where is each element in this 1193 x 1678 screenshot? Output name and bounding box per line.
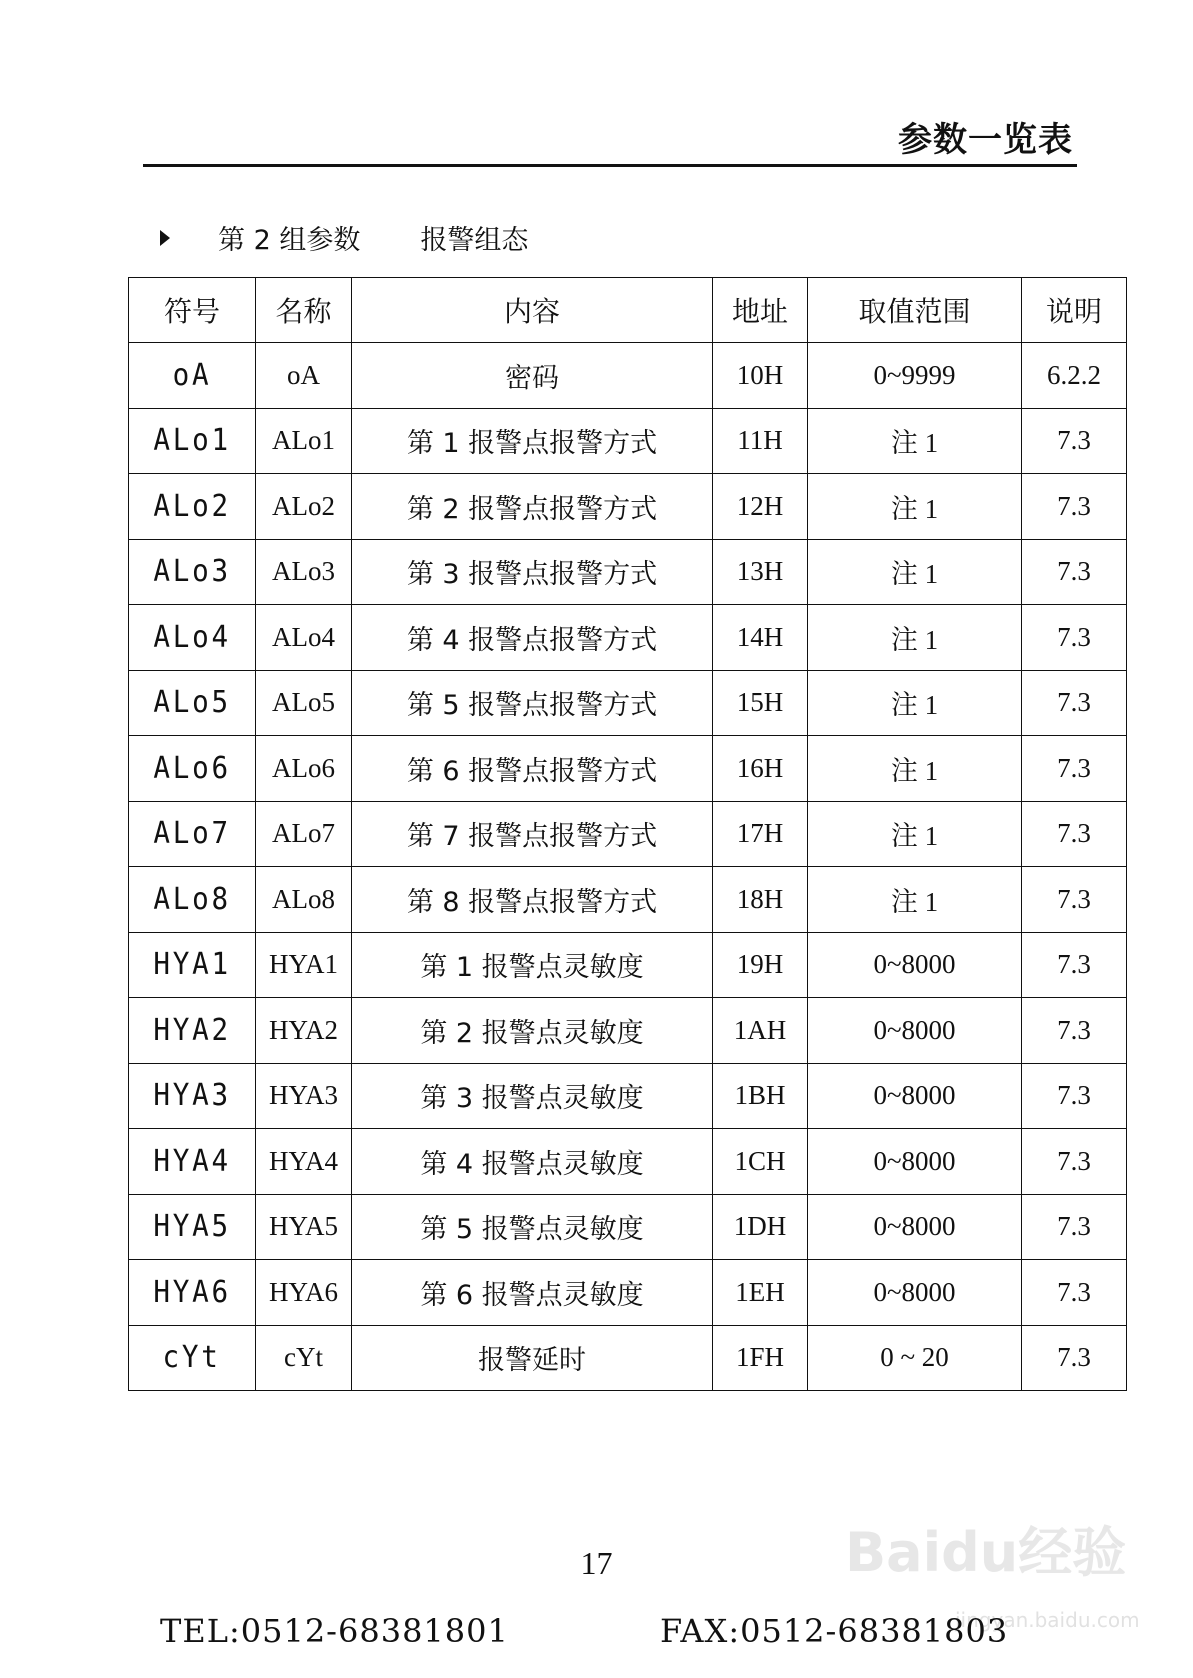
address-cell-text: 13H [736,556,784,587]
content-cell-text: 第 5 报警点灵敏度 [420,1214,644,1246]
range-cell [808,801,1022,867]
address-cell-text: 1AH [733,1014,787,1045]
note-cell [1022,1260,1127,1326]
address-cell [713,736,808,802]
note-cell [1022,670,1127,736]
range-cell-text: 0~9999 [873,359,956,390]
content-cell [352,932,713,998]
range-cell [808,1194,1022,1260]
content-cell-text: 第 5 报警点报警方式 [406,690,658,722]
name-cell [256,408,352,474]
symbol-cell-text: ALo5 [153,685,231,721]
table-row [129,539,1127,605]
column-header: 符号 [129,278,256,343]
watermark-url: jingyan.baidu.com [955,1608,1140,1632]
header-divider [143,164,1077,167]
table-row [129,1325,1127,1391]
address-cell-text: 17H [736,818,784,849]
table-row [129,474,1127,540]
content-cell [352,1260,713,1326]
symbol-cell [129,867,256,933]
range-cell-text: 0 ~ 20 [880,1342,949,1373]
content-cell-text: 第 2 报警点报警方式 [406,493,658,525]
note-cell [1022,1063,1127,1129]
name-cell [256,1194,352,1260]
section-subtitle: 报警组态 [420,225,529,256]
name-cell-text: HYA5 [268,1211,338,1242]
content-cell-text: 第 1 报警点灵敏度 [420,952,644,984]
name-cell-text: ALo5 [272,687,335,718]
range-cell-text: 注 1 [890,624,939,655]
content-cell-text: 第 2 报警点灵敏度 [420,1017,644,1049]
range-cell-text: 注 1 [890,886,939,917]
range-cell-text: 注 1 [890,690,939,721]
range-cell [808,932,1022,998]
symbol-cell [129,343,256,409]
range-cell [808,998,1022,1064]
bullet-arrow-icon [160,230,170,246]
name-cell-text: ALo3 [272,556,335,587]
address-cell-text: 1FH [735,1342,784,1373]
name-cell-text: ALo1 [272,425,335,456]
watermark-brand: Baidu经验 [845,1521,1127,1584]
content-cell-text: 第 6 报警点报警方式 [406,755,658,787]
symbol-cell-text: ALo1 [153,423,231,459]
note-cell [1022,474,1127,540]
note-cell-text: 7.3 [1057,1145,1091,1176]
address-cell-text: 1CH [734,1145,786,1176]
symbol-cell [129,474,256,540]
range-cell-text: 注 1 [890,821,939,852]
name-cell [256,1325,352,1391]
content-cell-text: 第 3 报警点报警方式 [406,559,658,591]
name-cell-text: cYt [284,1342,323,1373]
symbol-cell [129,998,256,1064]
content-cell [352,801,713,867]
note-cell [1022,736,1127,802]
name-cell-text: HYA4 [268,1145,338,1176]
content-cell-text: 第 1 报警点报警方式 [406,428,658,460]
address-cell-text: 1DH [733,1211,787,1242]
table-row [129,801,1127,867]
symbol-cell-text: ALo2 [153,488,231,524]
name-cell-text: ALo2 [272,490,335,521]
content-cell-text: 第 8 报警点报警方式 [406,886,658,918]
note-cell [1022,998,1127,1064]
address-cell [713,539,808,605]
range-cell-text: 0~8000 [873,1211,956,1242]
range-cell-text: 注 1 [890,493,939,524]
range-cell [808,1325,1022,1391]
range-cell [808,736,1022,802]
table-row [129,1129,1127,1195]
content-cell-text: 第 3 报警点灵敏度 [420,1083,644,1115]
content-cell-text: 第 4 报警点灵敏度 [420,1148,644,1180]
table-row [129,605,1127,671]
address-cell [713,1194,808,1260]
note-cell-text: 6.2.2 [1047,359,1101,390]
table-row [129,408,1127,474]
symbol-cell-text: ALo8 [153,881,231,917]
content-cell [352,605,713,671]
fax-text: FAX:0512-68381803 [660,1612,1009,1650]
name-cell-text: ALo8 [272,883,335,914]
symbol-cell [129,932,256,998]
note-cell-text: 7.3 [1057,949,1091,980]
symbol-cell [129,539,256,605]
name-cell [256,670,352,736]
symbol-cell [129,1194,256,1260]
symbol-cell-text: ALo7 [153,816,231,852]
symbol-cell [129,1325,256,1391]
name-cell [256,343,352,409]
range-cell-text: 0~8000 [873,1080,956,1111]
address-cell [713,670,808,736]
table-row [129,736,1127,802]
note-cell-text: 7.3 [1057,1080,1091,1111]
note-cell-text: 7.3 [1057,752,1091,783]
name-cell-text: ALo4 [272,621,335,652]
note-cell [1022,801,1127,867]
symbol-cell [129,408,256,474]
note-cell-text: 7.3 [1057,621,1091,652]
range-cell [808,1260,1022,1326]
symbol-cell-text: ALo6 [153,750,231,786]
address-cell-text: 1EH [735,1276,785,1307]
note-cell-text: 7.3 [1057,425,1091,456]
note-cell [1022,1325,1127,1391]
note-cell-text: 7.3 [1057,883,1091,914]
symbol-cell-text: HYA5 [153,1209,231,1245]
address-cell-text: 18H [736,883,784,914]
content-cell [352,1129,713,1195]
address-cell [713,343,808,409]
content-cell [352,736,713,802]
range-cell [808,539,1022,605]
symbol-cell-text: HYA2 [153,1012,231,1048]
address-cell [713,1325,808,1391]
content-cell [352,539,713,605]
name-cell [256,932,352,998]
note-cell-text: 7.3 [1057,1014,1091,1045]
column-header: 说明 [1022,278,1127,343]
range-cell [808,474,1022,540]
note-cell [1022,539,1127,605]
table-row [129,343,1127,409]
address-cell [713,1063,808,1129]
note-cell [1022,343,1127,409]
address-cell [713,998,808,1064]
symbol-cell-text: ALo3 [153,554,231,590]
content-cell [352,867,713,933]
column-header: 名称 [256,278,352,343]
note-cell [1022,605,1127,671]
name-cell-text: HYA2 [268,1014,338,1045]
note-cell-text: 7.3 [1057,1276,1091,1307]
note-cell-text: 7.3 [1057,556,1091,587]
content-cell-text: 第 4 报警点报警方式 [406,624,658,656]
address-cell-text: 10H [736,359,784,390]
address-cell-text: 11H [737,425,783,456]
name-cell [256,1129,352,1195]
name-cell [256,736,352,802]
address-cell-text: 19H [736,949,784,980]
page-title: 参数一览表 [898,120,1073,160]
address-cell-text: 12H [736,490,784,521]
symbol-cell [129,736,256,802]
note-cell [1022,932,1127,998]
content-cell-text: 第 6 报警点灵敏度 [420,1279,644,1311]
content-cell-text: 第 7 报警点报警方式 [406,821,658,853]
symbol-cell-text: HYA3 [153,1078,231,1114]
symbol-cell-text: oA [172,357,212,393]
note-cell [1022,1194,1127,1260]
name-cell [256,1260,352,1326]
note-cell [1022,408,1127,474]
address-cell-text: 14H [736,621,784,652]
address-cell [713,1129,808,1195]
content-cell [352,1194,713,1260]
content-cell [352,1063,713,1129]
table-body [129,343,1127,1391]
content-cell [352,343,713,409]
address-cell [713,801,808,867]
table-row [129,670,1127,736]
section-title: 第 2 组参数 [218,225,361,256]
content-cell [352,1325,713,1391]
range-cell [808,343,1022,409]
address-cell [713,1260,808,1326]
address-cell [713,605,808,671]
note-cell-text: 7.3 [1057,1211,1091,1242]
symbol-cell-text: HYA4 [153,1143,231,1179]
parameter-table [128,277,1127,1391]
name-cell-text: HYA3 [268,1080,338,1111]
content-cell [352,670,713,736]
content-cell [352,474,713,540]
symbol-cell-text: HYA6 [153,1274,231,1310]
table-row [129,1194,1127,1260]
page-number: 17 [580,1545,613,1581]
name-cell-text: ALo6 [272,752,335,783]
symbol-cell [129,1260,256,1326]
symbol-cell [129,1129,256,1195]
name-cell [256,801,352,867]
range-cell [808,670,1022,736]
note-cell [1022,867,1127,933]
name-cell-text: ALo7 [272,818,335,849]
content-cell [352,998,713,1064]
address-cell [713,474,808,540]
name-cell [256,605,352,671]
symbol-cell-text: ALo4 [153,619,231,655]
table-header-row [129,278,1127,343]
address-cell-text: 16H [736,752,784,783]
symbol-cell-text: HYA1 [153,947,231,983]
address-cell-text: 1BH [734,1080,786,1111]
content-cell-text: 密码 [505,362,559,394]
content-cell [352,408,713,474]
table-row [129,867,1127,933]
address-cell [713,867,808,933]
table-row [129,932,1127,998]
range-cell [808,867,1022,933]
name-cell [256,539,352,605]
name-cell [256,998,352,1064]
note-cell-text: 7.3 [1057,818,1091,849]
tel-text: TEL:0512-68381801 [160,1612,509,1650]
note-cell [1022,1129,1127,1195]
name-cell [256,1063,352,1129]
table-row [129,998,1127,1064]
range-cell-text: 注 1 [890,559,939,590]
address-cell [713,408,808,474]
range-cell-text: 0~8000 [873,949,956,980]
column-header: 内容 [352,278,713,343]
range-cell-text: 0~8000 [873,1014,956,1045]
range-cell-text: 注 1 [890,428,939,459]
address-cell [713,932,808,998]
name-cell-text: HYA1 [268,949,338,980]
column-header: 地址 [713,278,808,343]
range-cell [808,1129,1022,1195]
symbol-cell [129,670,256,736]
name-cell [256,867,352,933]
note-cell-text: 7.3 [1057,687,1091,718]
symbol-cell [129,1063,256,1129]
symbol-cell [129,605,256,671]
table-row [129,1260,1127,1326]
address-cell-text: 15H [736,687,784,718]
name-cell-text: oA [287,359,320,390]
range-cell-text: 0~8000 [873,1145,956,1176]
name-cell-text: HYA6 [268,1276,338,1307]
column-header: 取值范围 [808,278,1022,343]
range-cell [808,1063,1022,1129]
table-row [129,1063,1127,1129]
name-cell [256,474,352,540]
section-heading [160,218,528,257]
range-cell [808,408,1022,474]
range-cell [808,605,1022,671]
symbol-cell [129,801,256,867]
range-cell-text: 注 1 [890,755,939,786]
note-cell-text: 7.3 [1057,490,1091,521]
content-cell-text: 报警延时 [478,1345,586,1377]
range-cell-text: 0~8000 [873,1276,956,1307]
symbol-cell-text: cYt [162,1340,222,1376]
note-cell-text: 7.3 [1057,1342,1091,1373]
